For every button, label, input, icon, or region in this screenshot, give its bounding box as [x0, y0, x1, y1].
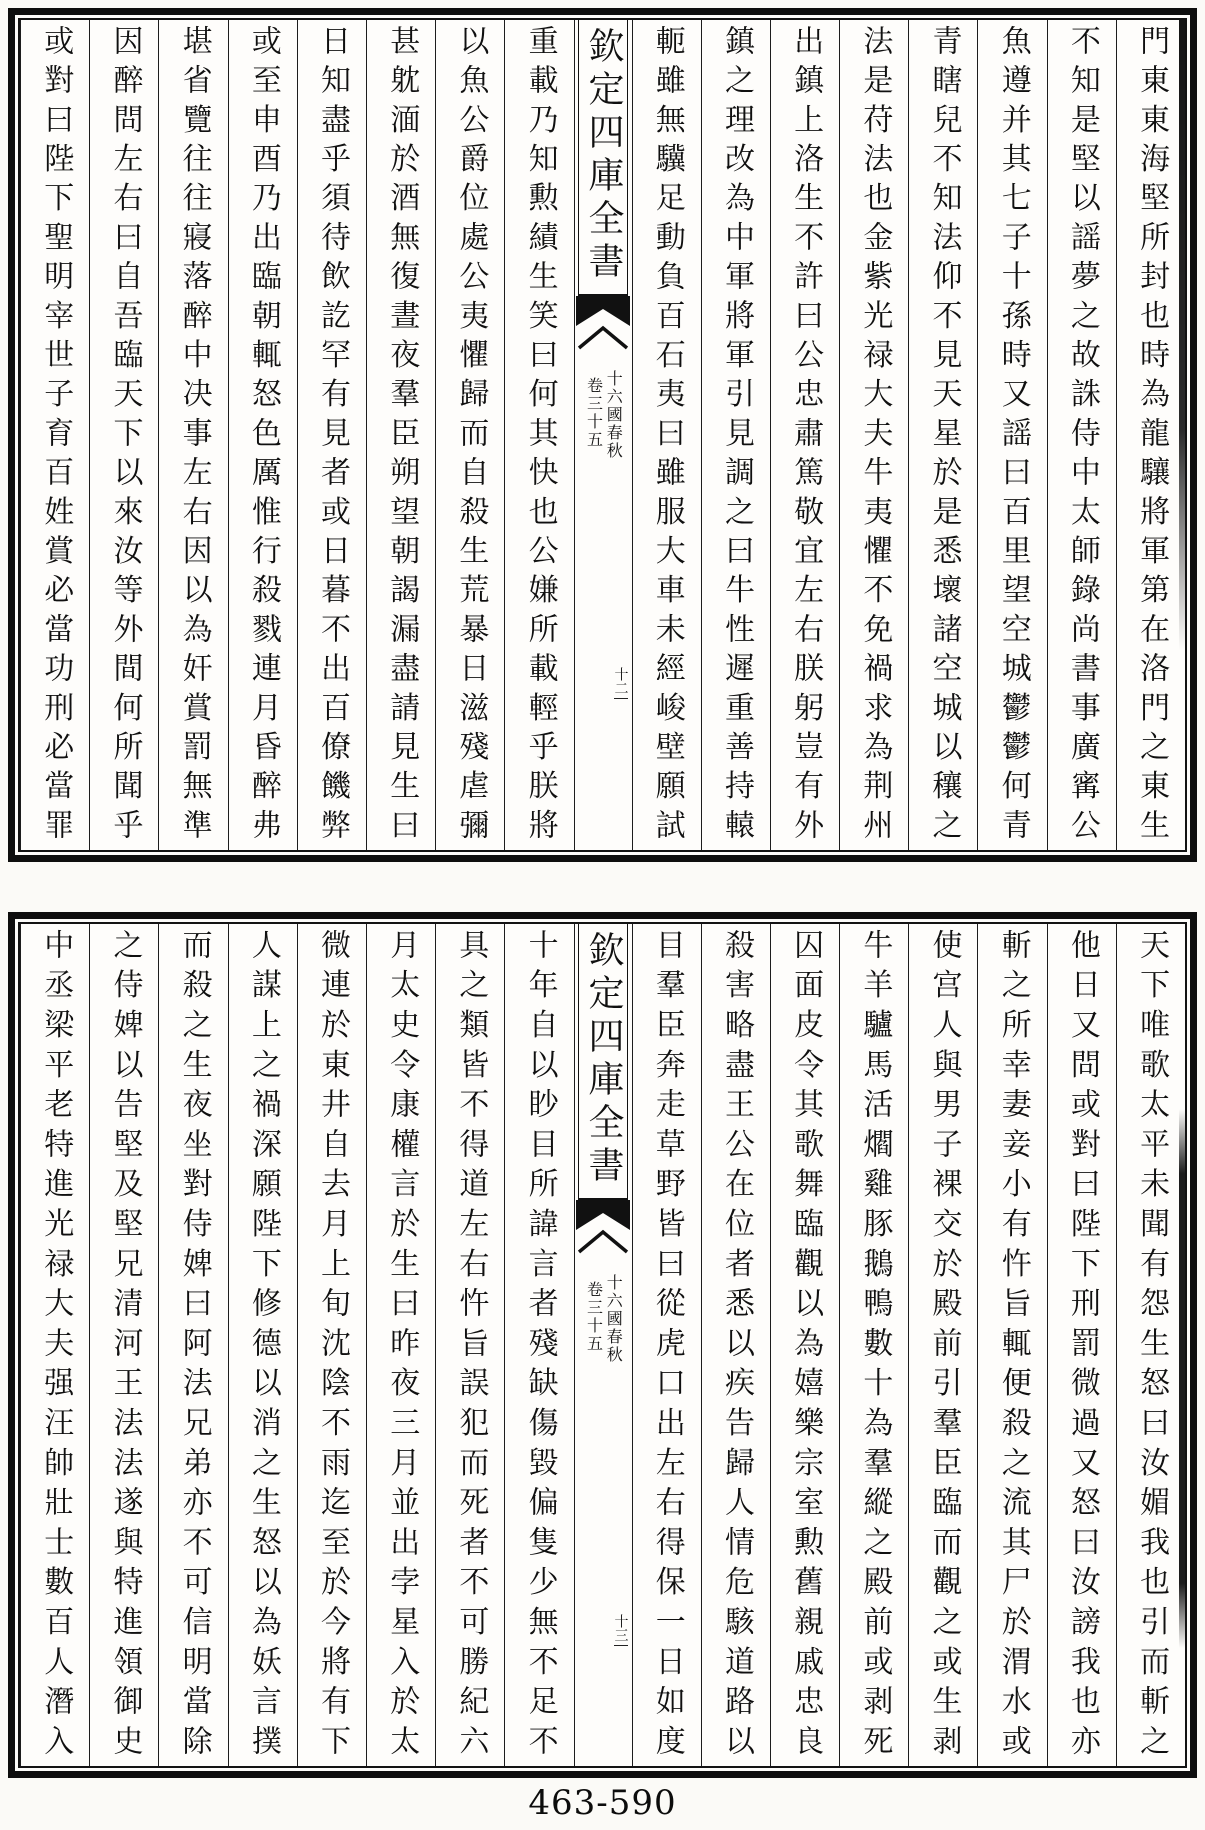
text-column	[504, 924, 573, 1766]
column-text: 不知是堅以謡夢之故誅侍中太師錄尚書事廣寗公	[1064, 25, 1100, 849]
text-column	[228, 924, 297, 1766]
text-column	[158, 924, 227, 1766]
banxin-juan-number: 卷三十五	[584, 1281, 604, 1353]
banxin-column	[574, 924, 632, 1766]
text-column	[977, 20, 1046, 850]
text-column	[158, 20, 227, 850]
page-number-footer	[0, 1783, 1205, 1823]
column-text: 堪省覽往往寢落醉中决事左右因以為奸賞罰無準	[176, 25, 212, 849]
column-text: 牛羊驢馬活爓雞豚鵝鴨數十為羣縱之殿前或剥死	[857, 929, 893, 1765]
text-column	[297, 20, 366, 850]
column-text: 殺害略盡王公在位者悉以疾告歸人情危駭道路以	[718, 929, 754, 1765]
text-column	[770, 20, 839, 850]
column-text: 月太史令康權言於生曰昨夜三月並出孛星入於太	[384, 929, 420, 1765]
column-text: 他日又問或對曰陛下刑罰微過又怒曰汝謗我也亦	[1064, 929, 1100, 1765]
column-text: 斬之所幸妻妾小有忤旨輒便殺之流其尸於渭水或	[995, 929, 1031, 1765]
text-column	[1047, 20, 1116, 850]
banxin-page-number: 十三	[614, 1614, 628, 1646]
column-text: 重載乃知勲績生笑曰何其快也公嫌所載輕乎朕將	[522, 25, 558, 849]
banxin-book-title: 十六國春秋	[604, 1274, 624, 1364]
column-text: 鎮之理改為中軍將軍引見調之曰牛性遲重善持轅	[718, 25, 754, 849]
text-column	[839, 20, 908, 850]
text-column	[20, 20, 89, 850]
banxin-column	[574, 20, 632, 850]
column-text: 或對曰陛下聖明宰世子育百姓賞必當功刑必當罪	[38, 25, 74, 849]
banxin-page-number: 十二	[614, 667, 628, 699]
text-column	[701, 20, 770, 850]
column-text: 人謀上之禍深願陛下修德以消之生怒以為妖言撲	[245, 929, 281, 1765]
text-column	[908, 20, 977, 850]
banxin-subtitle	[585, 1274, 622, 1364]
text-column	[297, 924, 366, 1766]
banxin-book-title: 十六國春秋	[604, 370, 624, 460]
column-text: 出鎮上洛生不許曰公忠肅篤敬宜左右朕躬豈有外	[788, 25, 824, 849]
banxin-title: 欽定四庫全書	[583, 931, 624, 1189]
column-text: 具之類皆不得道左右忤旨誤犯而死者不可勝紀六	[453, 929, 489, 1765]
column-text: 魚遵并其七子十孫時又謡曰百里望空城鬱鬱何青	[995, 25, 1031, 849]
text-column	[228, 20, 297, 850]
column-text: 之侍婢以告堅及堅兄清河王法法遂與特進領御史	[107, 929, 143, 1765]
lower-leaf-frame	[18, 922, 1187, 1768]
text-column	[504, 20, 573, 850]
text-column	[632, 924, 701, 1766]
text-column	[366, 20, 435, 850]
text-column	[632, 20, 701, 850]
text-column	[1116, 20, 1185, 850]
banxin-juan-number: 卷三十五	[584, 377, 604, 449]
column-text: 十年自以眇目所諱言者殘缺傷毀偏隻少無不足不	[522, 929, 558, 1765]
column-text: 而殺之生夜坐對侍婢曰阿法兄弟亦不可信明當除	[176, 929, 212, 1765]
column-text: 門東東海堅所封也時為龍驤將軍第在洛門之東生	[1134, 25, 1170, 849]
column-text: 囚面皮令其歌舞臨觀以為嬉樂宗室勲舊親戚忠良	[788, 929, 824, 1765]
column-text: 法是苻法也金紫光禄大夫牛夷懼不免禍求為荆州	[857, 25, 893, 849]
text-column	[366, 924, 435, 1766]
text-column	[908, 924, 977, 1766]
text-column	[435, 924, 504, 1766]
text-column	[1047, 924, 1116, 1766]
text-column	[977, 924, 1046, 1766]
text-column	[20, 924, 89, 1766]
text-column	[435, 20, 504, 850]
text-column	[701, 924, 770, 1766]
banxin-title-cartouche	[578, 924, 628, 1200]
column-text: 微連於東井自去月上旬沈陰不雨迄至於今將有下	[315, 929, 351, 1765]
column-text: 青瞎兒不知法仰不見天星於是悉壞諸空城以穰之	[926, 25, 962, 849]
column-text: 甚躭湎於酒無復晝夜羣臣朔望朝謁漏盡請見生曰	[384, 25, 420, 849]
column-text: 因醉問左右曰自吾臨天下以來汝等外間何所聞乎	[107, 25, 143, 849]
column-text: 或至申酉乃出臨朝輒怒色厲惟行殺戮連月昏醉弗	[245, 25, 281, 849]
column-text: 目羣臣奔走草野皆曰從虎口出左右得保一日如度	[649, 929, 685, 1765]
column-text: 軛雖無驥足動負百石夷曰雖服大車未經峻壁願試	[649, 25, 685, 849]
fishtail-mark-icon	[576, 1200, 630, 1262]
text-column	[89, 20, 158, 850]
fishtail-mark-icon	[576, 296, 630, 358]
text-column	[839, 924, 908, 1766]
column-text: 以魚公爵位處公夷懼歸而自殺生荒暴日滋殘虐彌	[453, 25, 489, 849]
banxin-subtitle	[585, 370, 622, 460]
upper-leaf-frame	[18, 18, 1187, 852]
column-text: 天下唯歌太平未聞有怨生怒曰汝媚我也引而斬之	[1134, 929, 1170, 1765]
column-text: 日知盡乎須待飲訖罕有見者或日暮不出百僚饑弊	[315, 25, 351, 849]
column-text: 中丞梁平老特進光禄大夫强汪帥壯士數百人潛入	[38, 929, 74, 1765]
lower-leaf	[8, 912, 1197, 1778]
text-column	[89, 924, 158, 1766]
text-column	[770, 924, 839, 1766]
banxin-title: 欽定四庫全書	[583, 27, 624, 285]
text-column	[1116, 924, 1185, 1766]
banxin-title-cartouche	[578, 20, 628, 296]
page-number-text: 463-590	[528, 1783, 677, 1823]
column-text: 使宫人與男子裸交於殿前引羣臣臨而觀之或生剥	[926, 929, 962, 1765]
upper-leaf	[8, 8, 1197, 862]
